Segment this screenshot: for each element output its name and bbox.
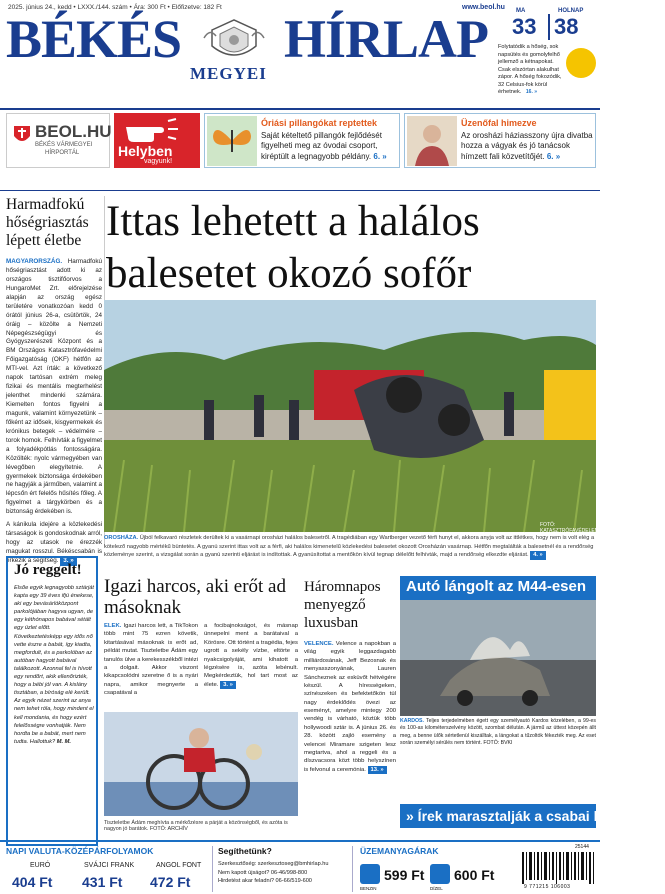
- side-body: MAGYARORSZÁG. Harmadfokú hőségriasztást adott ki az országos tisztifőorvos a HungaroMet Zrt. előrejelzése alapján az ország egész területére vonatkozóan kedd 0 órától június 26-a, csütörtök, 24 óráig – közölte a Nemzeti Népegészségügyi és Gyógyszerészeti Központ és a BM Országos Katasztrófavédelmi Főigazgatóság (OKF) hétfőn az MTI-vel. Azt írták: a következő napok tartósan extrém meleg fizikai és mentális megterhelést jelenthet mindenki számára. Kiemelten fontos figyelni a magunk, valamint környezetünk – főként az idősek, kisgyermekek és krónikus betegek – védelmére – torok homok. Felhívták a figyelmet a folyadékpótlás fontosságára. Közölték: nyolc vármegyében van lévegőben elegyítetnie. A gyermekek biztonsága érdekében ne hagyják a járműben, valamint a lépcsőn ért felelős hűsítés főleg. A figyelmet a tárgykörben és a biztonság érdekében is. A kánikula idejére a közlekedési társaságok is gondoskodnak arról, hogy az utasok ne érezzék magukat rosszul. Békéscsabán is érkezik a segítség. 3. »: [6, 258, 102, 564]
- sun-icon: [566, 48, 596, 78]
- article3-body: VELENCE. Velence a napokban a világ egyik leggazdagabb milliárdosának, Jeff Bezosnak és menyasszonyának, Lauren Sáncheznek az esküvőt hétvégére készül. A hírességeken, színészeken és befektetőkön túl nagy érdeklődés övezi az eseményt, amelyre mintegy 200 vendég is várható, köztük több hollywoodi sztár is. A június 26. és 28. között zajló esemény a velencei Miramare szigeten lesz megtartva, ahol a reggeli és a díszvacsora közt több helyszínen is felvonul a ceremónia. 13. »: [304, 641, 396, 773]
- issue-code: 25144: [575, 844, 589, 850]
- fuel-pump-icon: [360, 864, 380, 884]
- help-lines: Szerkesztőség: szerkesztoseg@bmhirlap.hu Nem kapott újságot? 06-46/998-800 Hirdetést akar feladni? 06-66/519-600: [218, 861, 329, 885]
- teaser-head: Üzenőfal himezve: [461, 118, 537, 128]
- article2-headline: Igazi harcos, aki erőt ad másoknak: [104, 576, 286, 619]
- pointing-hand-icon: [124, 117, 180, 143]
- fuel-label: DÍZEL: [430, 886, 443, 891]
- photo-credit: FOTÓ: KATASZTRÓFAVÉDELEM: [540, 522, 599, 534]
- jo-reggelt-title: Jó reggelt!: [14, 562, 82, 578]
- lead-headline: Ittas lehetett a halálos balesetet okozó sofőr: [106, 198, 480, 297]
- bottom-strip: [0, 840, 600, 894]
- fuel-title: ÜZEMANYAGÁRAK: [360, 846, 439, 856]
- jo-reggelt-body: Elsőe egyik legnagyobb sztárját kapta egy 39 éves ifjú énekese, aki egy bevásárlóközpont parkolójában hagyva ugyan, de egy kéthónapos babával sétált egy üzlet előtt. Következtetésképp egy idős nő vette észre a babát, így kiadta, megfordult, és a parkolóban az autóban hagyott babával találkozott. Azonnal fel is hívott egy rendőrt, akik ellenőrizték, hogy a bébi jól van. A kislány tisztában, a bíróság elé került. Az egyik nézet szerint az anya nem tehet róla, hogy mindent el kell mondania, és hogy ezért felelősségre vonhatják. Nem hordta be a babát, mert nem tudta. Hallottuk? M. M.: [14, 585, 94, 745]
- wheelchair-photo: [104, 712, 298, 816]
- fx-label: EURÓ: [30, 862, 51, 869]
- teaser-body: Saját kételtető pillangók fejlődését figyelheti meg az óvodai csoport, kiréptült a legnagyobb példány. 6. »: [261, 131, 387, 161]
- weather-today-label: MA: [516, 8, 526, 14]
- fx-title: NAPI VALUTA-KÖZÉPÁRFOLYAMOK: [6, 846, 154, 856]
- beol-title: BEOL.HU: [35, 122, 112, 141]
- fx-value: 404 Ft: [12, 874, 53, 890]
- article2-photo-caption: Tiszteletbe Ádám meghívta a mérkőzésre a párját a közönségből, és azóta is nagyon jó barátok. FOTÓ: ARCHÍV: [104, 820, 288, 832]
- burning-car-photo: [400, 600, 596, 716]
- jo-reggelt-box: [6, 556, 98, 846]
- masthead-title-left: BÉKÉS: [6, 9, 182, 69]
- crest-icon: [202, 18, 266, 64]
- article4-headline: Autó lángolt az M44-esen: [400, 576, 596, 600]
- site-url[interactable]: www.beol.hu: [462, 4, 505, 11]
- beol-promo[interactable]: [6, 113, 110, 168]
- fuel-value: 600 Ft: [454, 867, 495, 883]
- side-headline: Harmadfokú hőségriasztás lépett életbe: [6, 196, 89, 249]
- fuel-pump-icon: [430, 864, 450, 884]
- weather-tomorrow-label: HOLNAP: [558, 8, 584, 14]
- article3-headline: Háromnapos menyegző luxusban: [304, 579, 381, 631]
- shield-icon: [13, 124, 31, 146]
- helyben-title: Helyben: [118, 143, 173, 159]
- article4: [400, 576, 596, 748]
- lead-caption: OROSHÁZA. Újból felkavaró részletek derültek ki a vasárnapi orosházi halálos balesetről. A tragédiában egy Wartberger vezető férfi hunyt el, akkora anyja volt az ittlétkes, hogy nem is volt elég a kötelező nagyobb mértékű büntetés. A gyanú szerint ittas volt az a férfi, aki halálos kimenetelű közlekedési balesetet okozott Orosházán vasárnap. Hétfőn megtalálták a balesetnél és a rendőrség közleménye szerint, a vizsgálat során a gyanú szerinti eljárást is indítottak. A gyanúsítottat a mentőkön kívül tegnap délelőtt felhívták, majd a rendőrség elkezdte eljárást. 4. »: [104, 535, 595, 559]
- fx-label: SVÁJCI FRANK: [84, 862, 135, 869]
- issue-info: 2025. június 24., kedd • LXXX./144. szám • Ára: 300 Ft • Előfizetve: 182 Ft: [8, 4, 222, 11]
- sports-banner[interactable]: » Írek marasztalják a csabai kapust 16. »: [400, 804, 596, 828]
- fx-label: ANGOL FONT: [156, 862, 202, 869]
- fuel-label: BENZIN: [360, 886, 377, 891]
- woman-photo: [407, 116, 457, 166]
- teaser-head: Óriási pillangókat reptettek: [261, 118, 378, 128]
- article2-body1: ELEK. Igazi harcos lett, a TikTokon több mint 75 ezren követik, kitartásával másoknak is erőt ad, példát mutat. Tiszteletbe Ádám egy tanulós ülve a kerekesszékből intézi a dolgait. Akkor viszont kikapcsolódni szeretne ő is a nyári napra, amikor megnyerte a csapatával a: [104, 623, 199, 696]
- helyben-promo[interactable]: [114, 113, 200, 168]
- fuel-value: 599 Ft: [384, 867, 425, 883]
- weather-tomorrow-temp: 38: [554, 14, 579, 39]
- masthead-title-right: HÍRLAP: [284, 9, 489, 69]
- fx-value: 472 Ft: [150, 874, 191, 890]
- help-title: Segíthetünk?: [218, 846, 272, 856]
- fx-value: 431 Ft: [82, 874, 123, 890]
- article2-body2: a focibajnokságot, és másnap ünnepelni ment a barátaival a Körösre. Ott történt a tragédia, fejes ugrott a sekély vízbe, eltörte a nyakcsigolyáját, ami kihatott a légzésére is, azóta lebénult. Megkérdeztük, hol tart most az élete. 3. »: [204, 623, 298, 688]
- barcode-number: 9 771215 106003: [524, 884, 571, 890]
- teaser-butterflies[interactable]: [204, 113, 400, 168]
- masthead-title-mid: MEGYEI: [190, 64, 267, 83]
- beol-sub1: BÉKÉS VÁRMEGYEI: [35, 142, 93, 148]
- weather-text: Folytatódik a hőség, sok napsütés és gomolyfelhő jellemző a kétnapokat. Csak elszórtan alakulhat zápor. A hőség fokozódik, 32 Celsius-fok körül érhetnek. 16. »: [498, 44, 562, 96]
- teaser-body: Az orosházi háziasszony újra divatba hozza a vágyak és jó tanácsok hímzett fali közvetítőjét. 6. »: [461, 131, 593, 161]
- lead-photo: [104, 300, 596, 532]
- butterfly-photo: [207, 116, 257, 166]
- barcode: [520, 852, 596, 884]
- teaser-embroidery[interactable]: [404, 113, 596, 168]
- article4-caption: KARDOS. Teljes terjedelmében égett egy személyautó Kardos közelében, a 99-es és 100-as kilométerszelvény között, szombat délután. A jármű az úttest közepén állt meg, a benne ülők sértetlenül kiszálltak, a lángokat a tűzoltók fékezték meg. Az eset során személyi sérülés nem történt. FOTÓ: BVKI: [400, 718, 596, 747]
- helyben-sub: vagyunk!: [144, 158, 173, 165]
- beol-sub2: HÍRPORTÁL: [45, 150, 80, 156]
- weather-today-temp: 33: [512, 14, 537, 39]
